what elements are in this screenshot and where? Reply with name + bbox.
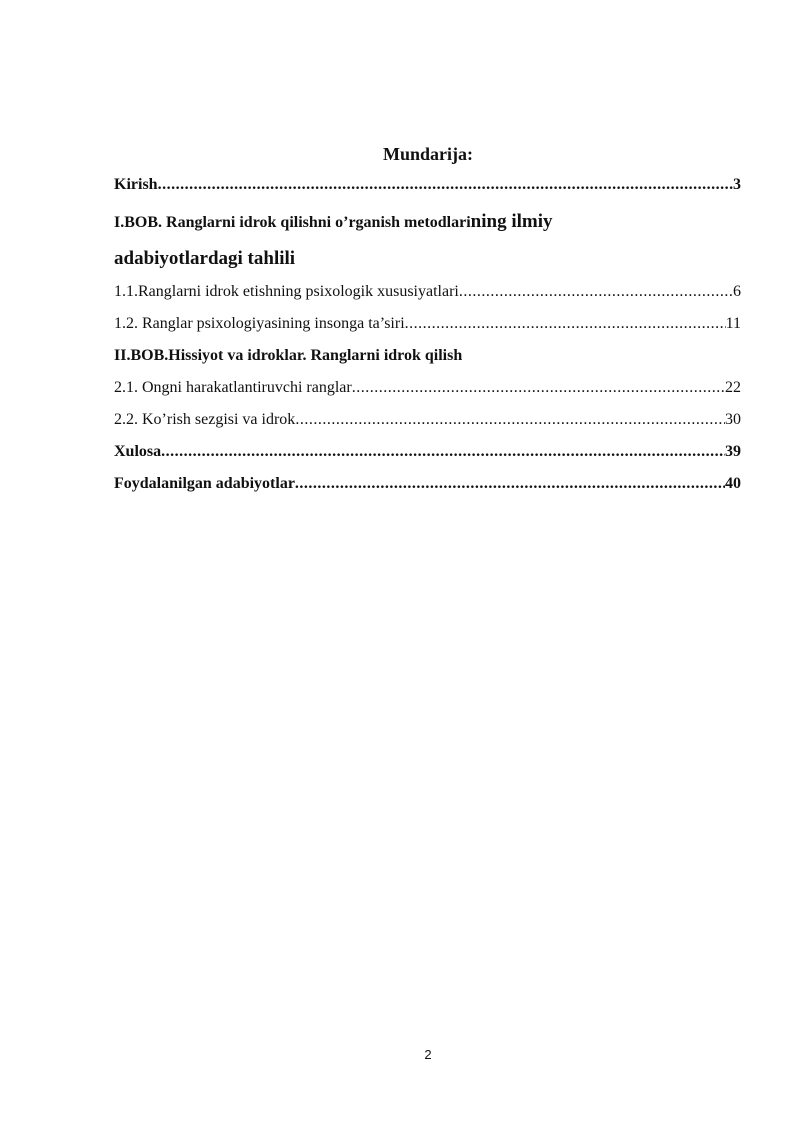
table-of-contents [114, 174, 741, 495]
toc-entry-section-2-2 [114, 409, 741, 431]
toc-entry-page: 40 [725, 475, 741, 492]
toc-chapter-1-line-2: adabiyotlardagi tahlili [114, 248, 296, 269]
toc-entry-conclusion [114, 441, 741, 463]
dot-leader [459, 281, 733, 303]
toc-entry-section-1-2 [114, 313, 741, 335]
toc-entry-label: 1.2. Ranglar psixologiyasining insonga ta’siri [114, 315, 405, 332]
toc-chapter-1-line-1 [114, 204, 741, 241]
toc-entry-label: 1.1.Ranglarni idrok etishning psixologik xususiyatlari [114, 283, 459, 300]
toc-entry-page: 6 [733, 283, 741, 300]
dot-leader [295, 473, 725, 495]
page-number: 2 [424, 1047, 432, 1062]
toc-chapter-1-text-cont: ning ilmiy [470, 211, 553, 232]
dot-leader [158, 174, 733, 196]
toc-entry-page: 39 [725, 443, 741, 460]
dot-leader [405, 313, 726, 335]
toc-entry-label: Kirish [114, 176, 158, 193]
toc-chapter-1-text: I.BOB. Ranglarni idrok qilishni o’rganish metodlari [114, 214, 471, 231]
dot-leader [161, 441, 725, 463]
toc-entry-label: Xulosa [114, 443, 162, 460]
toc-entry-page: 11 [725, 315, 741, 332]
toc-chapter-1 [114, 204, 741, 277]
toc-entry-label: 2.2. Ko’rish sezgisi va idrok [114, 411, 296, 428]
toc-chapter-2: II.BOB.Hissiyot va idroklar. Ranglarni idrok qilish [114, 347, 463, 364]
toc-entry-section-1-1 [114, 281, 741, 303]
toc-entry-references [114, 473, 741, 495]
toc-entry-label: 2.1. Ongni harakatlantiruvchi ranglar [114, 379, 352, 396]
toc-entry-intro [114, 174, 741, 196]
toc-entry-section-2-1 [114, 377, 741, 399]
dot-leader [352, 377, 725, 399]
toc-entry-page: 22 [725, 379, 741, 396]
toc-entry-page: 30 [725, 411, 741, 428]
dot-leader [295, 409, 725, 431]
toc-entry-page: 3 [733, 176, 741, 193]
toc-entry-label: Foydalanilgan adabiyotlar [114, 475, 295, 492]
toc-title: Mundarija: [383, 144, 473, 164]
